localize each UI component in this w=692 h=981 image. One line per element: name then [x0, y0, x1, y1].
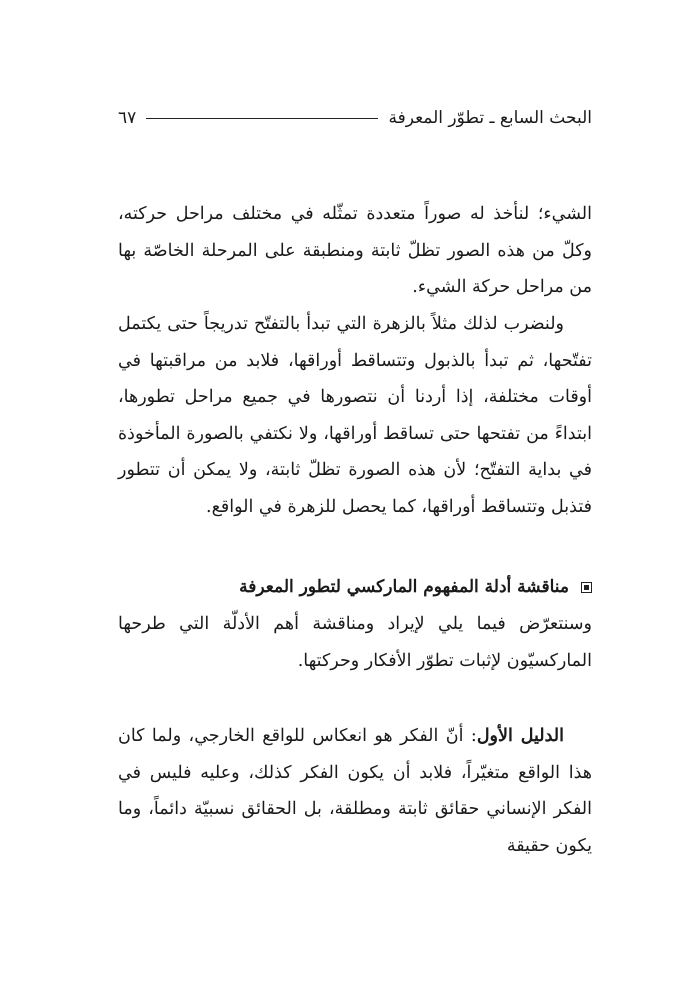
square-bullet-icon [581, 582, 592, 593]
paragraph-1: الشيء؛ لنأخذ له صوراً متعددة تمثّله في مختلف مراحل حركته، وكلّ من هذه الصور تظلّ ثابتة ومنطبقة على المرحلة الخاصّة بها من مراحل حركة الشيء. [118, 204, 592, 298]
page-number: ٦٧ [118, 108, 137, 128]
paragraph-3: وسنتعرّض فيما يلي لإيراد ومناقشة أهم الأدلّة التي طرحها الماركسيّون لإثبات تطوّر الأفكار وحركتها. [118, 614, 592, 671]
section-heading-text: مناقشة أدلة المفهوم الماركسي لتطور المعرفة [239, 577, 569, 597]
header-title: البحث السابع ـ تطوّر المعرفة [388, 108, 592, 128]
paragraph-4-text: : أنّ الفكر هو انعكاس للواقع الخارجي، ولما كان هذا الواقع متغيّراً، فلابد أن يكون الفكر كذلك، وعليه فليس في الفكر الإنساني حقائق ثابتة ومطلقة، بل الحقائق نسبيّة دائماً، وما يكون حقيقة [118, 726, 592, 856]
header-rule [146, 118, 378, 119]
paragraph-2: ولنضرب لذلك مثلاً بالزهرة التي تبدأ بالتفتّح تدريجاً حتى يكتمل تفتّحها، ثم تبدأ بالذبول وتتساقط أوراقها، فلابد من مراقبتها في أوقات مختلفة، إذا أردنا أن نتصورها في جميع مراحل تطورها، ابتداءً من تفتحها حتى تساقط أوراقها، ولا نكتفي بالصورة المأخوذة في بداية التفتّح؛ لأن هذه الصورة تظلّ ثابتة، ولا يمكن أن تتطور فتذبل وتتساقط أوراقها، كما يحصل للزهرة في الواقع. [118, 314, 592, 517]
section-heading [118, 571, 592, 603]
running-header [118, 104, 592, 132]
paragraph-4 [118, 718, 592, 864]
first-proof-label: الدليل الأول [476, 726, 565, 746]
